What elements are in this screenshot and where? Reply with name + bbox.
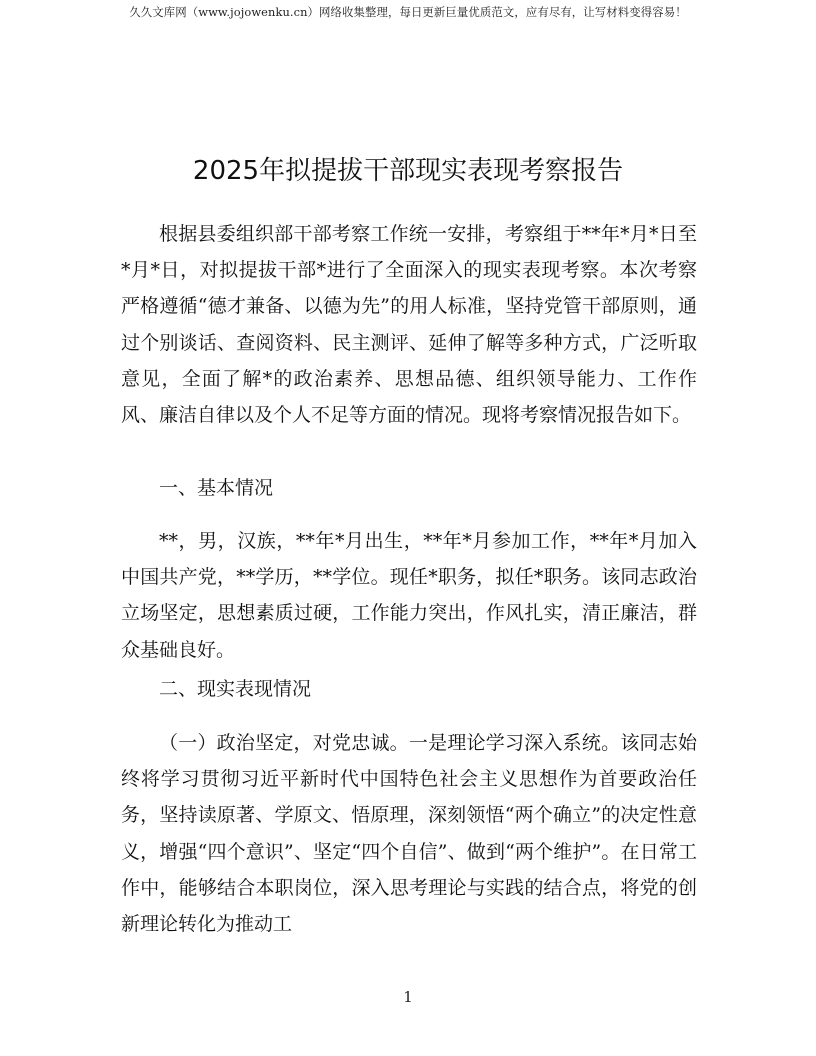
intro-paragraph: 根据县委组织部干部考察工作统一安排，考察组于**年*月*日至*月*日，对拟提拔干部*进行了全面深入的现实表现考察。本次考察严格遵循“德才兼备、以德为先”的用人标准，坚持党管干部原则，通过个别谈话、查阅资料、民主测评、延伸了解等多种方式，广泛听取意见，全面了解*的政治素养、思想品德、组织领导能力、工作作风、廉洁自律以及个人不足等方面的情况。现将考察情况报告如下。 [121, 223, 697, 427]
document-title: 2025年拟提拔干部现实表现考察报告 [192, 156, 624, 186]
header-note: 久久文库网（www.jojowenku.cn）网络收集整理，每日更新巨量优质范文，应有尽有，让写材料变得容易！ [129, 5, 687, 19]
basic-info-paragraph: **，男，汉族，**年*月出生，**年*月参加工作，**年*月加入中国共产党，**学历，**学位。现任*职务，拟任*职务。该同志政治立场坚定，思想素质过硬，工作能力突出，作风扎实，清正廉洁，群众基础良好。 [121, 530, 697, 661]
section-heading-basic-info: 一、基本情况 [159, 477, 274, 499]
page-number: 1 [403, 988, 413, 1006]
performance-paragraph: （一）政治坚定，对党忠诚。一是理论学习深入系统。该同志始终将学习贯彻习近平新时代中国特色社会主义思想作为首要政治任务，坚持读原著、学原文、悟原理，深刻领悟“两个确立”的决定性意义，增强“四个意识”、坚定“四个自信”、做到“两个维护”。在日常工作中，能够结合本职岗位，深入思考理论与实践的结合点，将党的创新理论转化为推动工 [121, 732, 697, 936]
section-heading-performance: 二、现实表现情况 [159, 678, 312, 700]
